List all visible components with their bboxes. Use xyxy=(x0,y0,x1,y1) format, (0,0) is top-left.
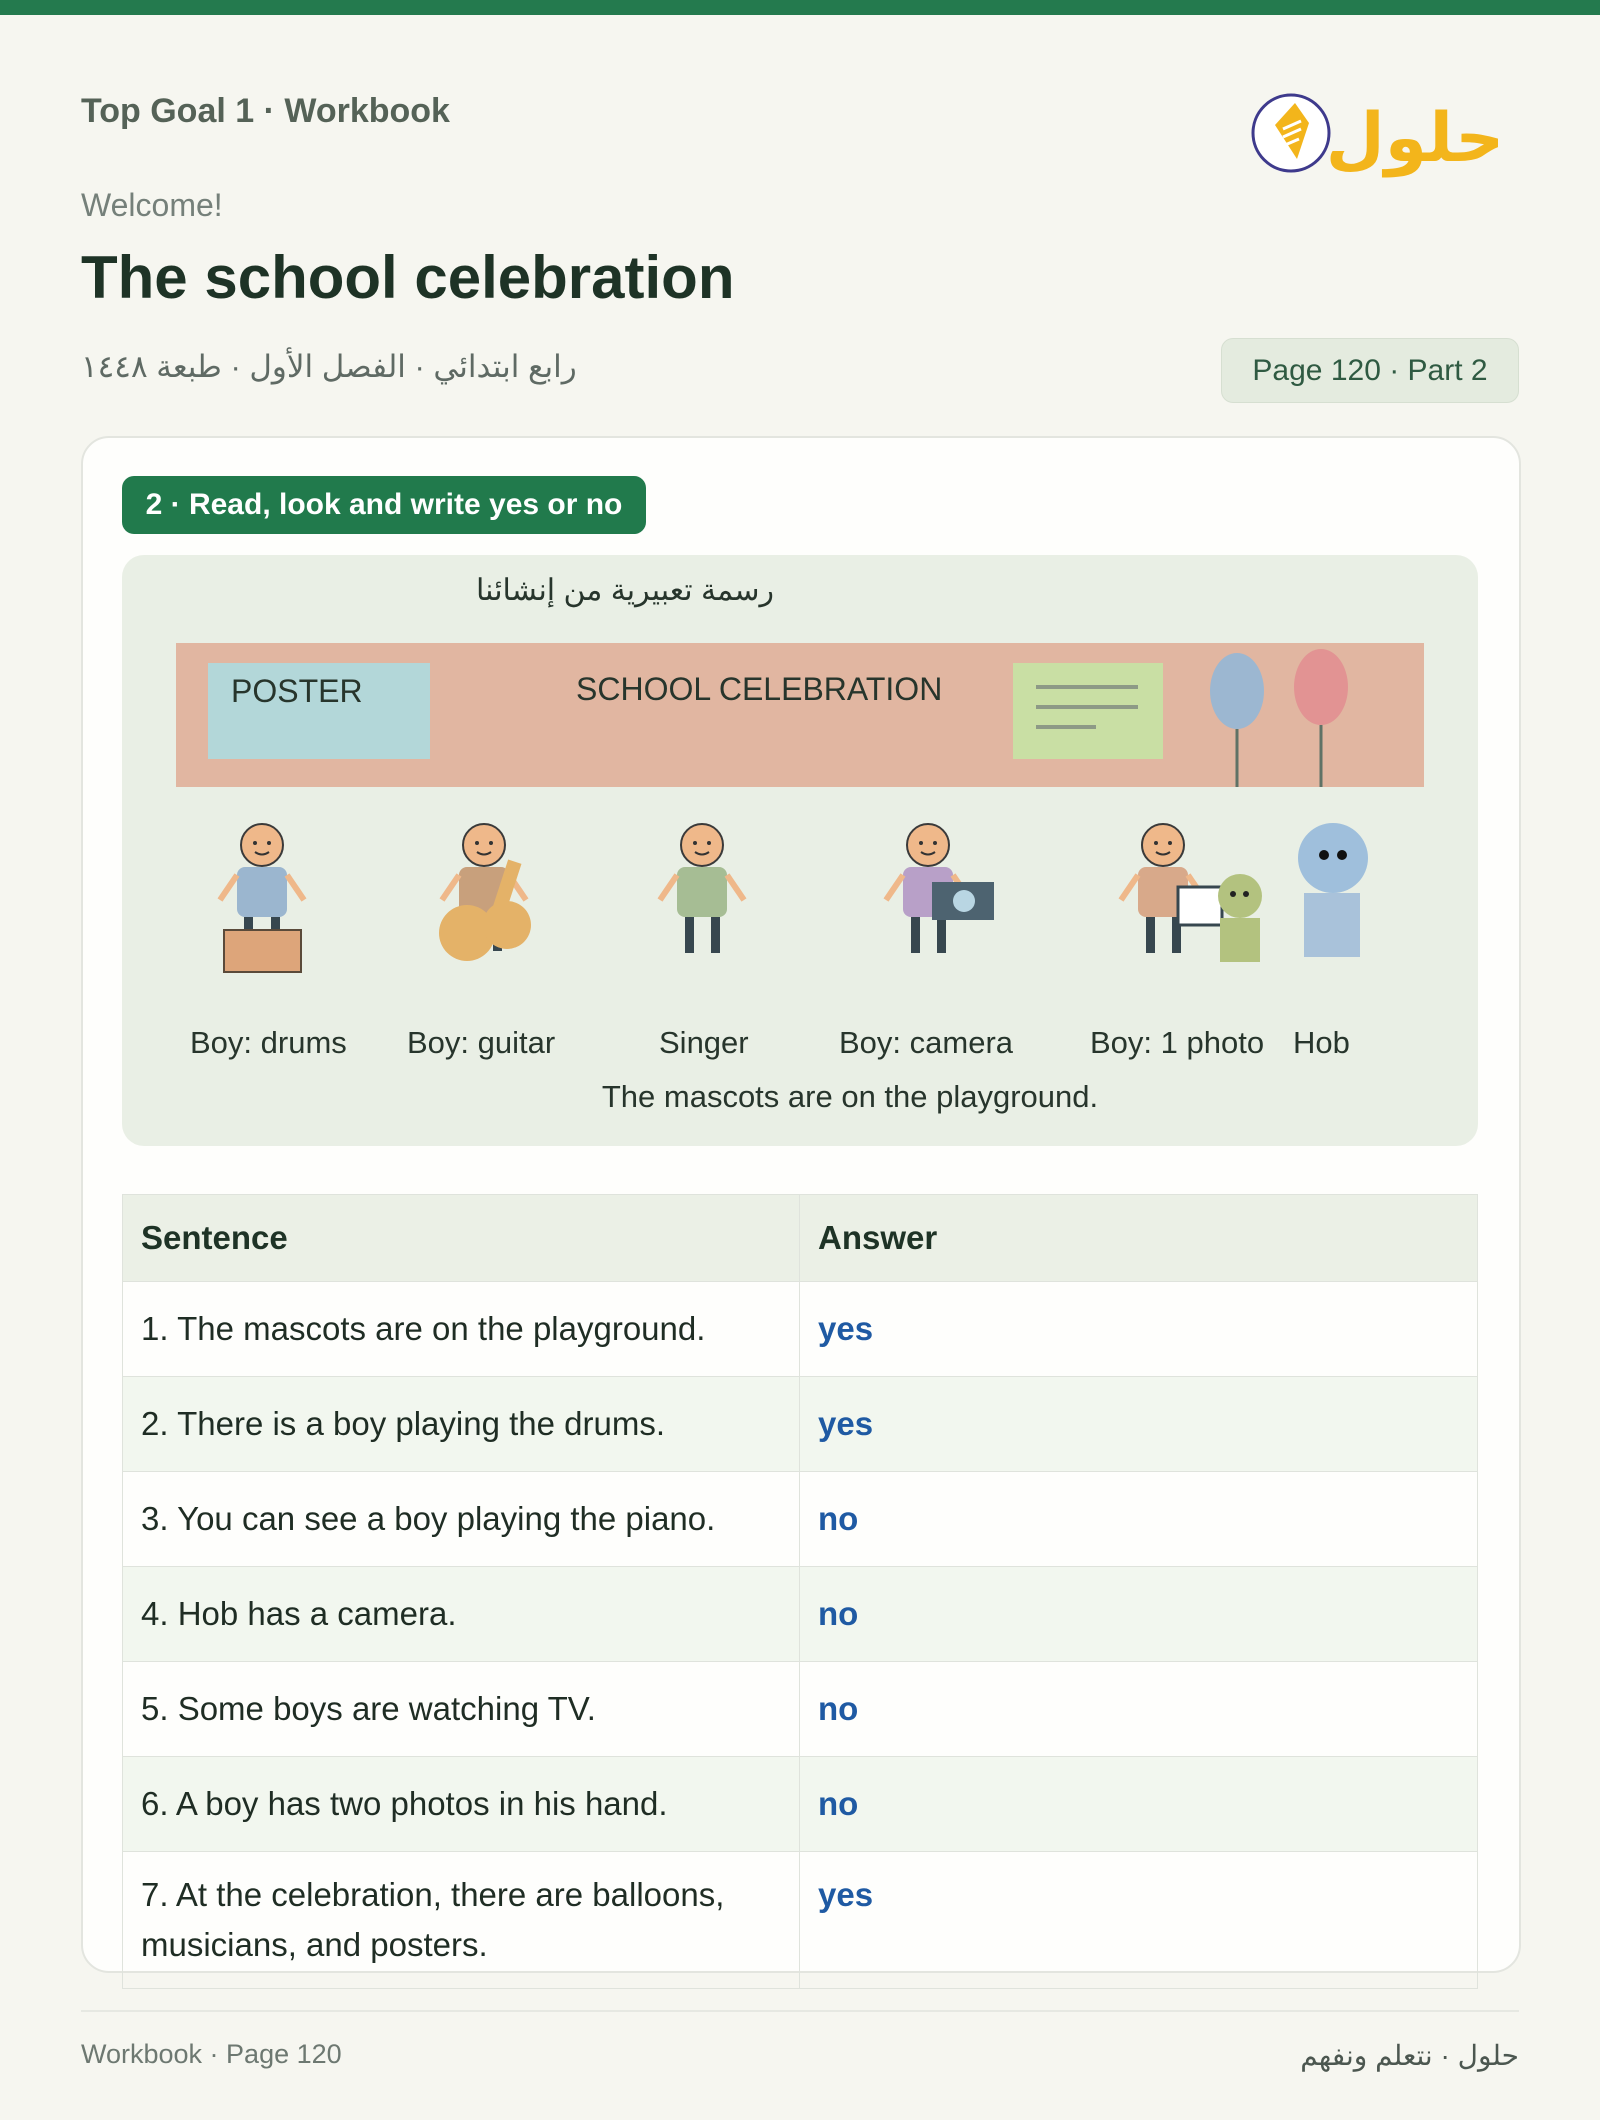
singer-figure xyxy=(660,824,744,953)
table-row xyxy=(123,1472,1478,1567)
small-mascot-figure xyxy=(1218,874,1262,962)
guitar-boy-figure xyxy=(439,824,531,961)
hob-mascot-figure xyxy=(1298,823,1368,957)
footer-brand-tagline: حلول · نتعلم ونفهم xyxy=(1300,2040,1519,2071)
logo-text: حلول xyxy=(1325,99,1505,178)
page-title: The school celebration xyxy=(81,244,735,311)
figure-label-hob: Hob xyxy=(1293,1025,1350,1060)
grade-term-edition: رابع ابتدائي · الفصل الأول · طبعة ١٤٤٨ xyxy=(81,349,577,384)
red-balloon xyxy=(1294,649,1348,725)
table-row xyxy=(123,1567,1478,1662)
answers-table xyxy=(122,1194,1478,1989)
exercise-card xyxy=(81,436,1521,1973)
column-header-answer: Answer xyxy=(800,1195,1478,1282)
answer-cell: no xyxy=(800,1472,1478,1567)
sentence-cell: 2. There is a boy playing the drums. xyxy=(123,1377,800,1472)
figure-label-guitar: Boy: guitar xyxy=(407,1025,556,1060)
exercise-badge: 2 · Read, look and write yes or no xyxy=(122,476,646,534)
answer-cell: no xyxy=(800,1567,1478,1662)
table-header-row xyxy=(123,1195,1478,1282)
poster-label: POSTER xyxy=(231,673,363,709)
photo-boy-figure xyxy=(1121,824,1222,953)
camera-boy-figure xyxy=(886,824,994,953)
drums-boy-figure xyxy=(220,824,304,972)
table-row xyxy=(123,1662,1478,1757)
blue-balloon xyxy=(1210,653,1264,729)
illustration-panel xyxy=(122,555,1478,1146)
banner-title: SCHOOL CELEBRATION xyxy=(576,671,943,707)
table-row xyxy=(123,1757,1478,1852)
book-title: Top Goal 1 · Workbook xyxy=(81,92,450,130)
top-accent-bar xyxy=(0,0,1600,15)
column-header-sentence: Sentence xyxy=(123,1195,800,1282)
figure-label-camera: Boy: camera xyxy=(839,1025,1014,1060)
figure-label-photo: Boy: 1 photo xyxy=(1090,1025,1265,1060)
answer-cell: no xyxy=(800,1757,1478,1852)
hulul-logo xyxy=(1245,63,1505,193)
figure-label-drums: Boy: drums xyxy=(190,1025,347,1060)
figure-label-singer: Singer xyxy=(659,1025,749,1060)
illustration-note-ar: رسمة تعبيرية من إنشائنا xyxy=(476,574,775,607)
footer-page-label: Workbook · Page 120 xyxy=(81,2039,342,2069)
table-row xyxy=(123,1852,1478,1989)
answer-cell: yes xyxy=(800,1282,1478,1377)
answer-cell: yes xyxy=(800,1377,1478,1472)
sentence-cell: 4. Hob has a camera. xyxy=(123,1567,800,1662)
page-indicator-pill: Page 120 · Part 2 xyxy=(1221,338,1519,403)
footer-divider xyxy=(81,2010,1519,2012)
sentence-cell: 6. A boy has two photos in his hand. xyxy=(123,1757,800,1852)
characters-illustration xyxy=(122,815,1478,1055)
table-row xyxy=(123,1377,1478,1472)
sentence-cell: 5. Some boys are watching TV. xyxy=(123,1662,800,1757)
welcome-text: Welcome! xyxy=(81,187,223,223)
sentence-cell: 3. You can see a boy playing the piano. xyxy=(123,1472,800,1567)
sentence-cell: 7. At the celebration, there are balloons, musicians, and posters. xyxy=(123,1852,800,1989)
answer-cell: yes xyxy=(800,1852,1478,1989)
answer-cell: no xyxy=(800,1662,1478,1757)
table-row xyxy=(123,1282,1478,1377)
sentence-cell: 1. The mascots are on the playground. xyxy=(123,1282,800,1377)
illustration-caption: The mascots are on the playground. xyxy=(601,1079,1099,1114)
celebration-banner xyxy=(176,643,1424,787)
banner-decorations xyxy=(176,643,1424,787)
